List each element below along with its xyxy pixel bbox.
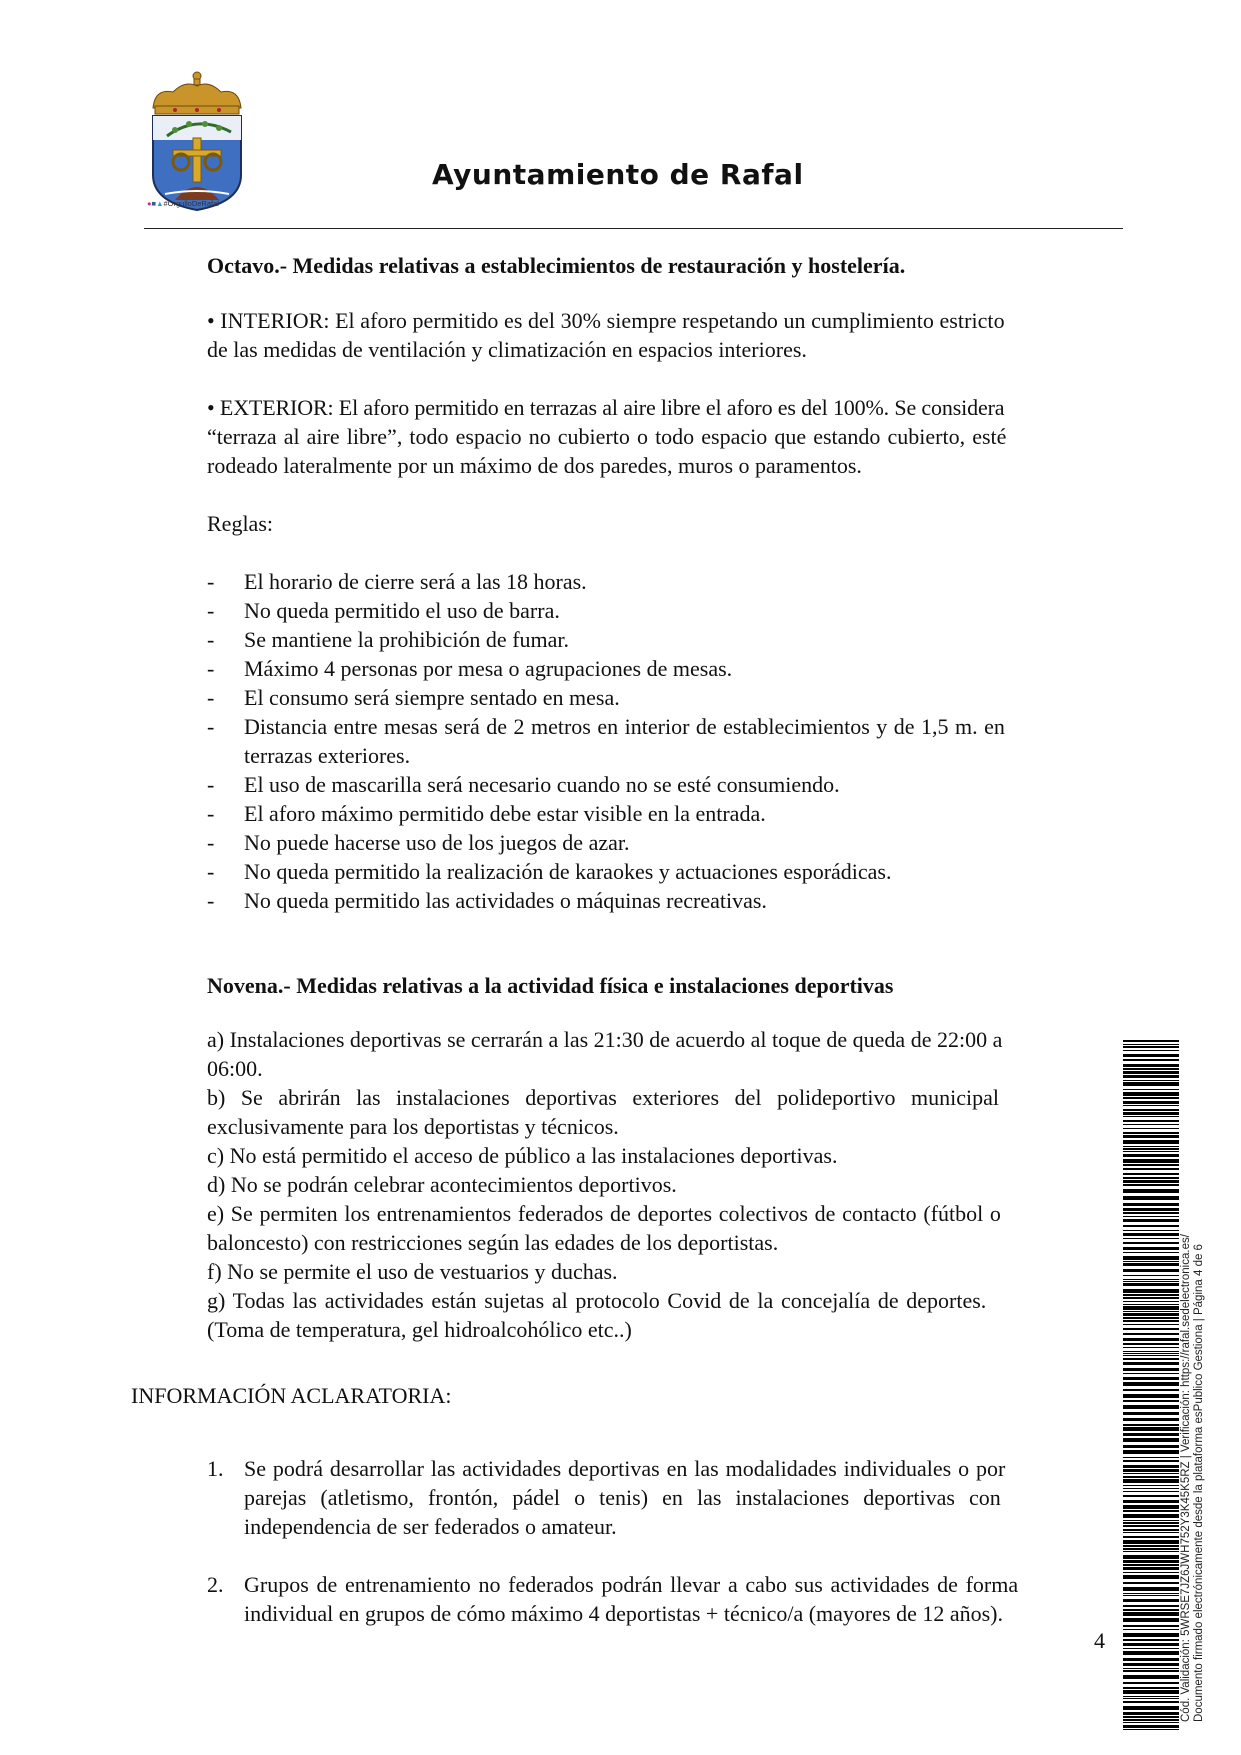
barcode-bar	[1123, 1148, 1179, 1150]
barcode-bar	[1123, 1154, 1179, 1157]
barcode-bar	[1123, 1675, 1179, 1679]
barcode-bar	[1123, 1294, 1179, 1296]
barcode-bar	[1123, 1476, 1179, 1478]
barcode-bar	[1123, 1500, 1179, 1503]
barcode-bar	[1123, 1105, 1179, 1106]
info-item-1-line-2: parejas (atletismo, frontón, pádel o tenis) en las instalaciones deportivas con	[244, 1485, 1001, 1510]
barcode-bar	[1123, 1722, 1179, 1723]
list-item-continuation: terrazas exteriores.	[244, 743, 411, 768]
barcode-bar	[1123, 1203, 1179, 1206]
list-item: No queda permitido las actividades o máquinas recreativas.	[244, 888, 767, 913]
barcode-bar	[1123, 1184, 1179, 1186]
validation-barcode	[1123, 1040, 1179, 1730]
barcode-bar	[1123, 1450, 1179, 1454]
list-item: El aforo máximo permitido debe estar visible en la entrada.	[244, 801, 766, 826]
barcode-bar	[1123, 1663, 1179, 1666]
barcode-bar	[1123, 1551, 1179, 1552]
barcode-bar	[1123, 1651, 1179, 1655]
info-item-1-number: 1.	[207, 1456, 224, 1481]
barcode-bar	[1123, 1320, 1179, 1322]
barcode-bar	[1123, 1089, 1179, 1090]
barcode-bar	[1123, 1311, 1179, 1312]
instagram-icon: ●	[147, 199, 152, 208]
barcode-bar	[1123, 1712, 1179, 1715]
barcode-bar	[1123, 1092, 1179, 1096]
barcode-bar	[1123, 1068, 1179, 1070]
barcode-bar	[1123, 1128, 1179, 1129]
barcode-bar	[1123, 1418, 1179, 1421]
barcode-bar	[1123, 1479, 1179, 1483]
list-item: Distancia entre mesas será de 2 metros en interior de establecimientos y de 1,5 m. en	[244, 714, 1005, 739]
facebook-icon: ■	[151, 199, 157, 208]
novena-item-e-line-1: e) Se permiten los entrenamientos federados de deportes colectivos de contacto (fútbol o	[207, 1201, 1001, 1226]
barcode-bar	[1123, 1460, 1179, 1462]
barcode-bar	[1123, 1536, 1179, 1538]
barcode-bar	[1123, 1510, 1179, 1512]
barcode-bar	[1123, 1514, 1179, 1518]
barcode-bar	[1123, 1698, 1179, 1699]
barcode-bar	[1123, 1151, 1179, 1152]
barcode-bar	[1123, 1071, 1179, 1074]
barcode-bar	[1123, 1040, 1179, 1042]
barcode-bar	[1123, 1109, 1179, 1111]
barcode-bar	[1123, 1368, 1179, 1371]
barcode-bar	[1123, 1216, 1179, 1217]
barcode-bar	[1123, 1639, 1179, 1641]
barcode-bar	[1123, 1101, 1179, 1104]
barcode-bar	[1123, 1269, 1179, 1272]
barcode-bar	[1123, 1488, 1179, 1489]
novena-item-g-line-2: (Toma de temperatura, gel hidroalcohólico etc..)	[207, 1317, 632, 1342]
barcode-bar	[1123, 1520, 1179, 1521]
list-bullet: -	[207, 772, 215, 797]
barcode-bar	[1123, 1400, 1179, 1402]
barcode-bar	[1123, 1716, 1179, 1718]
list-bullet: -	[207, 656, 215, 681]
barcode-bar	[1123, 1351, 1179, 1352]
barcode-bar	[1123, 1189, 1179, 1193]
barcode-bar	[1123, 1304, 1179, 1305]
barcode-bar	[1123, 1412, 1179, 1415]
novena-item-b-line-1: b) Se abrirán las instalaciones deportivas exteriores del polideportivo municipal	[207, 1085, 999, 1110]
barcode-bar	[1123, 1279, 1179, 1280]
barcode-bar	[1123, 1116, 1179, 1117]
list-bullet: -	[207, 888, 215, 913]
barcode-bar	[1123, 1353, 1179, 1354]
barcode-bar	[1123, 1301, 1179, 1302]
barcode-bar	[1123, 1389, 1179, 1391]
barcode-bar	[1123, 1328, 1179, 1330]
barcode-bar	[1123, 1658, 1179, 1661]
barcode-bar	[1123, 1505, 1179, 1509]
info-item-2-line-2: individual en grupos de cómo máximo 4 deportistas + técnico/a (mayores de 12 años).	[244, 1601, 1003, 1626]
barcode-bar	[1123, 1648, 1179, 1649]
barcode-bar	[1123, 1564, 1179, 1566]
barcode-bar	[1123, 1373, 1179, 1374]
barcode-bar	[1123, 1612, 1179, 1616]
barcode-bar	[1123, 1140, 1179, 1144]
barcode-bar	[1123, 1465, 1179, 1468]
barcode-bar	[1123, 1097, 1179, 1099]
barcode-bar	[1123, 1690, 1179, 1694]
barcode-bar	[1123, 1080, 1179, 1081]
barcode-bar	[1123, 1593, 1179, 1594]
barcode-bar	[1123, 1618, 1179, 1622]
novena-heading: Novena.- Medidas relativas a la actividad física e instalaciones deportivas	[207, 973, 894, 998]
barcode-bar	[1123, 1445, 1179, 1448]
interior-line-1: • INTERIOR: El aforo permitido es del 30% siempre respetando un cumplimiento estricto	[207, 308, 1005, 333]
barcode-bar	[1123, 1196, 1179, 1200]
barcode-bar	[1123, 1306, 1179, 1310]
barcode-bar	[1123, 1540, 1179, 1544]
barcode-bar	[1123, 1247, 1179, 1250]
barcode-bar	[1123, 1633, 1179, 1637]
barcode-bar	[1123, 1358, 1179, 1360]
barcode-bar	[1123, 1252, 1179, 1253]
barcode-bar	[1123, 1059, 1179, 1061]
barcode-bar	[1123, 1668, 1179, 1669]
list-bullet: -	[207, 685, 215, 710]
twitter-icon: ▲	[156, 199, 164, 208]
list-item: El horario de cierre será a las 18 horas.	[244, 569, 587, 594]
list-bullet: -	[207, 627, 215, 652]
novena-item-a-line-2: 06:00.	[207, 1056, 263, 1081]
barcode-bar	[1123, 1377, 1179, 1380]
barcode-bar	[1123, 1567, 1179, 1570]
barcode-bar	[1123, 1457, 1179, 1458]
barcode-bar	[1123, 1485, 1179, 1486]
barcode-bar	[1123, 1289, 1179, 1293]
barcode-bar	[1123, 1225, 1179, 1227]
barcode-bar	[1123, 1701, 1179, 1703]
list-bullet: -	[207, 801, 215, 826]
barcode-bar	[1123, 1135, 1179, 1138]
barcode-bar	[1123, 1469, 1179, 1472]
novena-item-g-line-1: g) Todas las actividades están sujetas al protocolo Covid de la concejalía de deportes.	[207, 1288, 987, 1313]
barcode-bar	[1123, 1082, 1179, 1086]
barcode-bar	[1123, 1719, 1179, 1721]
barcode-bar	[1123, 1532, 1179, 1533]
barcode-bar	[1123, 1281, 1179, 1282]
exterior-line-3: rodeado lateralmente por un máximo de dos paredes, muros o paramentos.	[207, 453, 862, 478]
page-number: 4	[1094, 1628, 1105, 1653]
barcode-bar	[1123, 1609, 1179, 1611]
barcode-bar	[1123, 1670, 1179, 1672]
info-item-2-line-1: Grupos de entrenamiento no federados podrán llevar a cabo sus actividades de forma	[244, 1572, 1019, 1597]
header-divider	[144, 228, 1123, 229]
barcode-bar	[1123, 1575, 1179, 1579]
barcode-bar	[1123, 1343, 1179, 1345]
list-bullet: -	[207, 569, 215, 594]
barcode-bar	[1123, 1173, 1179, 1175]
barcode-bar	[1123, 1582, 1179, 1584]
barcode-bar	[1123, 1313, 1179, 1316]
barcode-bar	[1123, 1124, 1179, 1125]
barcode-bar	[1123, 1529, 1179, 1531]
barcode-bar	[1123, 1112, 1179, 1115]
barcode-bar	[1123, 1146, 1179, 1147]
novena-item-d: d) No se podrán celebrar acontecimientos deportivos.	[207, 1172, 677, 1197]
barcode-bar	[1123, 1212, 1179, 1214]
rafal-coat-of-arms-logo	[145, 70, 249, 215]
list-bullet: -	[207, 598, 215, 623]
list-bullet: -	[207, 830, 215, 855]
header-title: Ayuntamiento de Rafal	[432, 158, 804, 191]
list-item: El consumo será siempre sentado en mesa.	[244, 685, 620, 710]
barcode-bar	[1123, 1324, 1179, 1325]
barcode-bar	[1123, 1560, 1179, 1563]
barcode-bar	[1123, 1168, 1179, 1170]
barcode-bar	[1123, 1572, 1179, 1573]
barcode-bar	[1123, 1355, 1179, 1356]
exterior-line-2: “terraza al aire libre”, todo espacio no cubierto o todo espacio que estando cubierto, esté	[207, 424, 1007, 449]
barcode-bar	[1123, 1473, 1179, 1474]
info-item-1-line-1: Se podrá desarrollar las actividades deportivas en las modalidades individuales o por	[244, 1456, 1006, 1481]
barcode-bar	[1123, 1261, 1179, 1262]
barcode-bar	[1123, 1587, 1179, 1591]
barcode-bar	[1123, 1595, 1179, 1596]
list-item: No queda permitido el uso de barra.	[244, 598, 560, 623]
barcode-bar	[1123, 1046, 1179, 1048]
list-item: No queda permitido la realización de karaokes y actuaciones esporádicas.	[244, 859, 892, 884]
barcode-bar	[1123, 1424, 1179, 1426]
barcode-bar	[1123, 1729, 1179, 1730]
barcode-bar	[1123, 1491, 1179, 1492]
barcode-bar	[1123, 1382, 1179, 1386]
barcode-bar	[1123, 1427, 1179, 1431]
barcode-bar	[1123, 1548, 1179, 1550]
barcode-bar	[1123, 1230, 1179, 1231]
barcode-bar	[1123, 1159, 1179, 1163]
barcode-bar	[1123, 1180, 1179, 1183]
barcode-bar	[1123, 1394, 1179, 1398]
barcode-bar	[1123, 1405, 1179, 1409]
barcode-bar	[1123, 1433, 1179, 1436]
barcode-bar	[1123, 1347, 1179, 1348]
barcode-bar	[1123, 1164, 1179, 1166]
barcode-bar	[1123, 1238, 1179, 1239]
novena-item-a-line-1: a) Instalaciones deportivas se cerrarán a las 21:30 de acuerdo al toque de queda de 22:00 a	[207, 1027, 1003, 1052]
barcode-bar	[1123, 1275, 1179, 1276]
info-item-2-number: 2.	[207, 1572, 224, 1597]
list-bullet: -	[207, 859, 215, 884]
list-item: Máximo 4 personas por mesa o agrupaciones de mesas.	[244, 656, 733, 681]
novena-item-e-line-2: baloncesto) con restricciones según las edades de los deportistas.	[207, 1230, 779, 1255]
barcode-bar	[1123, 1706, 1179, 1710]
barcode-bar	[1123, 1629, 1179, 1630]
list-item: El uso de mascarilla será necesario cuando no se esté consumiendo.	[244, 772, 840, 797]
exterior-line-1: • EXTERIOR: El aforo permitido en terrazas al aire libre el aforo es del 100%. Se considera	[207, 395, 1005, 420]
verification-text	[1180, 1234, 1206, 1722]
barcode-bar	[1123, 1338, 1179, 1341]
barcode-bar	[1123, 1725, 1179, 1728]
barcode-bar	[1123, 1599, 1179, 1602]
barcode-bar	[1123, 1177, 1179, 1179]
barcode-bar	[1123, 1233, 1179, 1236]
barcode-bar	[1123, 1317, 1179, 1319]
barcode-bar	[1123, 1054, 1179, 1057]
verification-code-line: Cód. Validación: 5WRSE7JZ6JWH752Y3K45K5RZ | Verificación: https://rafal.sedelectronica.es/	[1180, 1234, 1192, 1722]
signature-platform-line: Documento firmado electrónicamente desde la plataforma esPublico Gestiona | Página 4 de 6	[1193, 1244, 1205, 1722]
novena-item-b-line-2: exclusivamente para los deportistas y técnicos.	[207, 1114, 619, 1139]
barcode-bar	[1123, 1283, 1179, 1286]
barcode-bar	[1123, 1643, 1179, 1646]
barcode-bar	[1123, 1263, 1179, 1266]
list-item: Se mantiene la prohibición de fumar.	[244, 627, 570, 652]
barcode-bar	[1123, 1044, 1179, 1045]
barcode-bar	[1123, 1208, 1179, 1211]
barcode-bar	[1123, 1682, 1179, 1684]
novena-item-f: f) No se permite el uso de vestuarios y duchas.	[207, 1259, 618, 1284]
interior-line-2: de las medidas de ventilación y climatización en espacios interiores.	[207, 337, 807, 362]
list-item: No puede hacerse uso de los juegos de azar.	[244, 830, 630, 855]
rules-label: Reglas:	[207, 511, 273, 536]
barcode-bar	[1123, 1064, 1179, 1067]
barcode-bar	[1123, 1050, 1179, 1051]
barcode-bar	[1123, 1605, 1179, 1607]
novena-item-c: c) No está permitido el acceso de público a las instalaciones deportivas.	[207, 1143, 838, 1168]
barcode-bar	[1123, 1219, 1179, 1222]
barcode-bar	[1123, 1696, 1179, 1697]
barcode-bar	[1123, 1132, 1179, 1134]
barcode-bar	[1123, 1333, 1179, 1335]
info-heading: INFORMACIÓN ACLARATORIA:	[131, 1383, 452, 1408]
barcode-bar	[1123, 1545, 1179, 1547]
barcode-bar	[1123, 1555, 1179, 1559]
barcode-bar	[1123, 1297, 1179, 1299]
barcode-bar	[1123, 1362, 1179, 1365]
octavo-heading: Octavo.- Medidas relativas a establecimientos de restauración y hostelería.	[207, 253, 906, 278]
barcode-bar	[1123, 1438, 1179, 1442]
barcode-bar	[1123, 1495, 1179, 1497]
barcode-bar	[1123, 1256, 1179, 1260]
list-bullet: -	[207, 714, 215, 739]
barcode-bar	[1123, 1525, 1179, 1527]
barcode-bar	[1123, 1120, 1179, 1122]
barcode-bar	[1123, 1625, 1179, 1627]
info-item-1-line-3: independencia de ser federados o amateur.	[244, 1514, 617, 1539]
barcode-bar	[1123, 1522, 1179, 1524]
social-tag: ●■▲#OrgulloDeRafal	[147, 199, 219, 208]
barcode-bar	[1123, 1242, 1179, 1244]
barcode-bar	[1123, 1687, 1179, 1689]
barcode-bar	[1123, 1075, 1179, 1078]
